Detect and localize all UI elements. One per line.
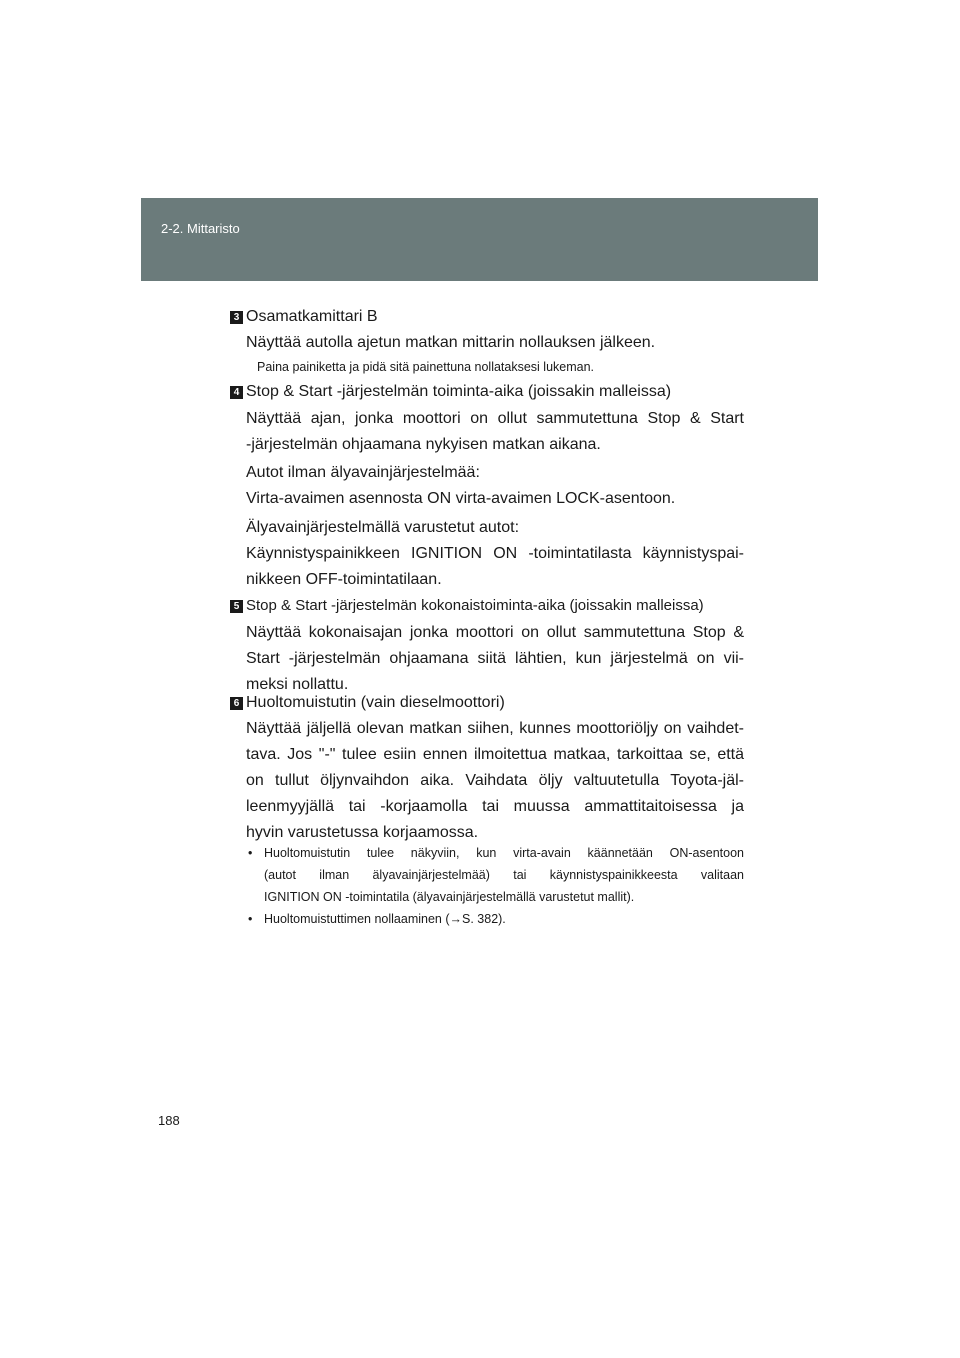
- item-paragraph: [246, 620, 744, 698]
- item-number-marker: 4: [230, 386, 243, 399]
- item-paragraph: [246, 716, 744, 846]
- item-paragraph: [246, 515, 744, 593]
- bullet-line: Huoltomuistuttimen nollaaminen (→S. 382).: [264, 912, 506, 926]
- paragraph-line: Näyttää jäljellä olevan matkan siihen, kunnes moottoriöljy on vaihdet-: [246, 720, 744, 737]
- paragraph-line: nikkeen OFF-toimintatilaan.: [246, 571, 442, 588]
- paragraph-line: Autot ilman älyavainjärjestelmää:: [246, 464, 480, 481]
- section-label: 2-2. Mittaristo: [161, 221, 240, 236]
- page-number: 188: [158, 1113, 180, 1128]
- paragraph-line: Älyavainjärjestelmällä varustetut autot:: [246, 519, 520, 536]
- chapter-header-band: [141, 198, 818, 281]
- bullet-icon: •: [248, 846, 253, 860]
- paragraph-line: Näyttää kokonaisajan jonka moottori on ollut sammutettuna Stop &: [246, 624, 744, 641]
- item-title: Stop & Start -järjestelmän toiminta-aika (joissakin malleissa): [246, 383, 672, 400]
- bullet-line: Huoltomuistutin tulee näkyviin, kun virta-avain käännetään ON-asentoon: [264, 846, 744, 860]
- paragraph-line: tava. Jos "-" tulee esiin ennen ilmoitettua matkaa, tarkoittaa se, että: [246, 746, 744, 763]
- paragraph-line: hyvin varustetussa korjaamossa.: [246, 824, 479, 841]
- bullet-line: IGNITION ON -toimintatila (älyavainjärjestelmällä varustetut mallit).: [264, 890, 635, 904]
- paragraph-line: Start -järjestelmän ohjaamana siitä lähtien, kun järjestelmä on vii-: [246, 650, 744, 667]
- paragraph-line: -järjestelmän ohjaamana nykyisen matkan aikana.: [246, 436, 601, 453]
- paragraph-line: leenmyyjällä tai -korjaamolla tai muussa ammattitaitoisessa ja: [246, 798, 744, 815]
- item-title: Osamatkamittari B: [246, 308, 378, 325]
- paragraph-line: Käynnistyspainikkeen IGNITION ON -toimintatilasta käynnistyspai-: [246, 545, 744, 562]
- paragraph-line: Virta-avaimen asennosta ON virta-avaimen LOCK-asentoon.: [246, 490, 676, 507]
- bullet-icon: •: [248, 912, 253, 926]
- item-paragraph: [246, 406, 744, 458]
- paragraph-line: meksi nollattu.: [246, 676, 349, 693]
- bullet-item: [246, 908, 744, 930]
- item-note: Paina painiketta ja pidä sitä painettuna nollataksesi lukeman.: [257, 360, 595, 374]
- bullet-item: [246, 842, 744, 908]
- bullet-line: (autot ilman älyavainjärjestelmää) tai käynnistyspainikkeesta valitaan: [264, 868, 744, 882]
- item-title: Huoltomuistutin (vain dieselmoottori): [246, 694, 505, 711]
- item-title: Stop & Start -järjestelmän kokonaistoiminta-aika (joissakin malleissa): [246, 597, 704, 614]
- paragraph-line: Näyttää autolla ajetun matkan mittarin nollauksen jälkeen.: [246, 334, 656, 351]
- item-number-marker: 3: [230, 311, 243, 324]
- item-number-marker: 5: [230, 600, 243, 613]
- paragraph-line: Näyttää ajan, jonka moottori on ollut sammutettuna Stop & Start: [246, 410, 744, 427]
- item-number-marker: 6: [230, 697, 243, 710]
- item-paragraph: [246, 460, 744, 512]
- item-paragraph: [246, 330, 744, 356]
- bullet-list: [246, 842, 744, 930]
- paragraph-line: on tullut öljynvaihdon aika. Vaihdata öljy valtuutetulla Toyota-jäl-: [246, 772, 744, 789]
